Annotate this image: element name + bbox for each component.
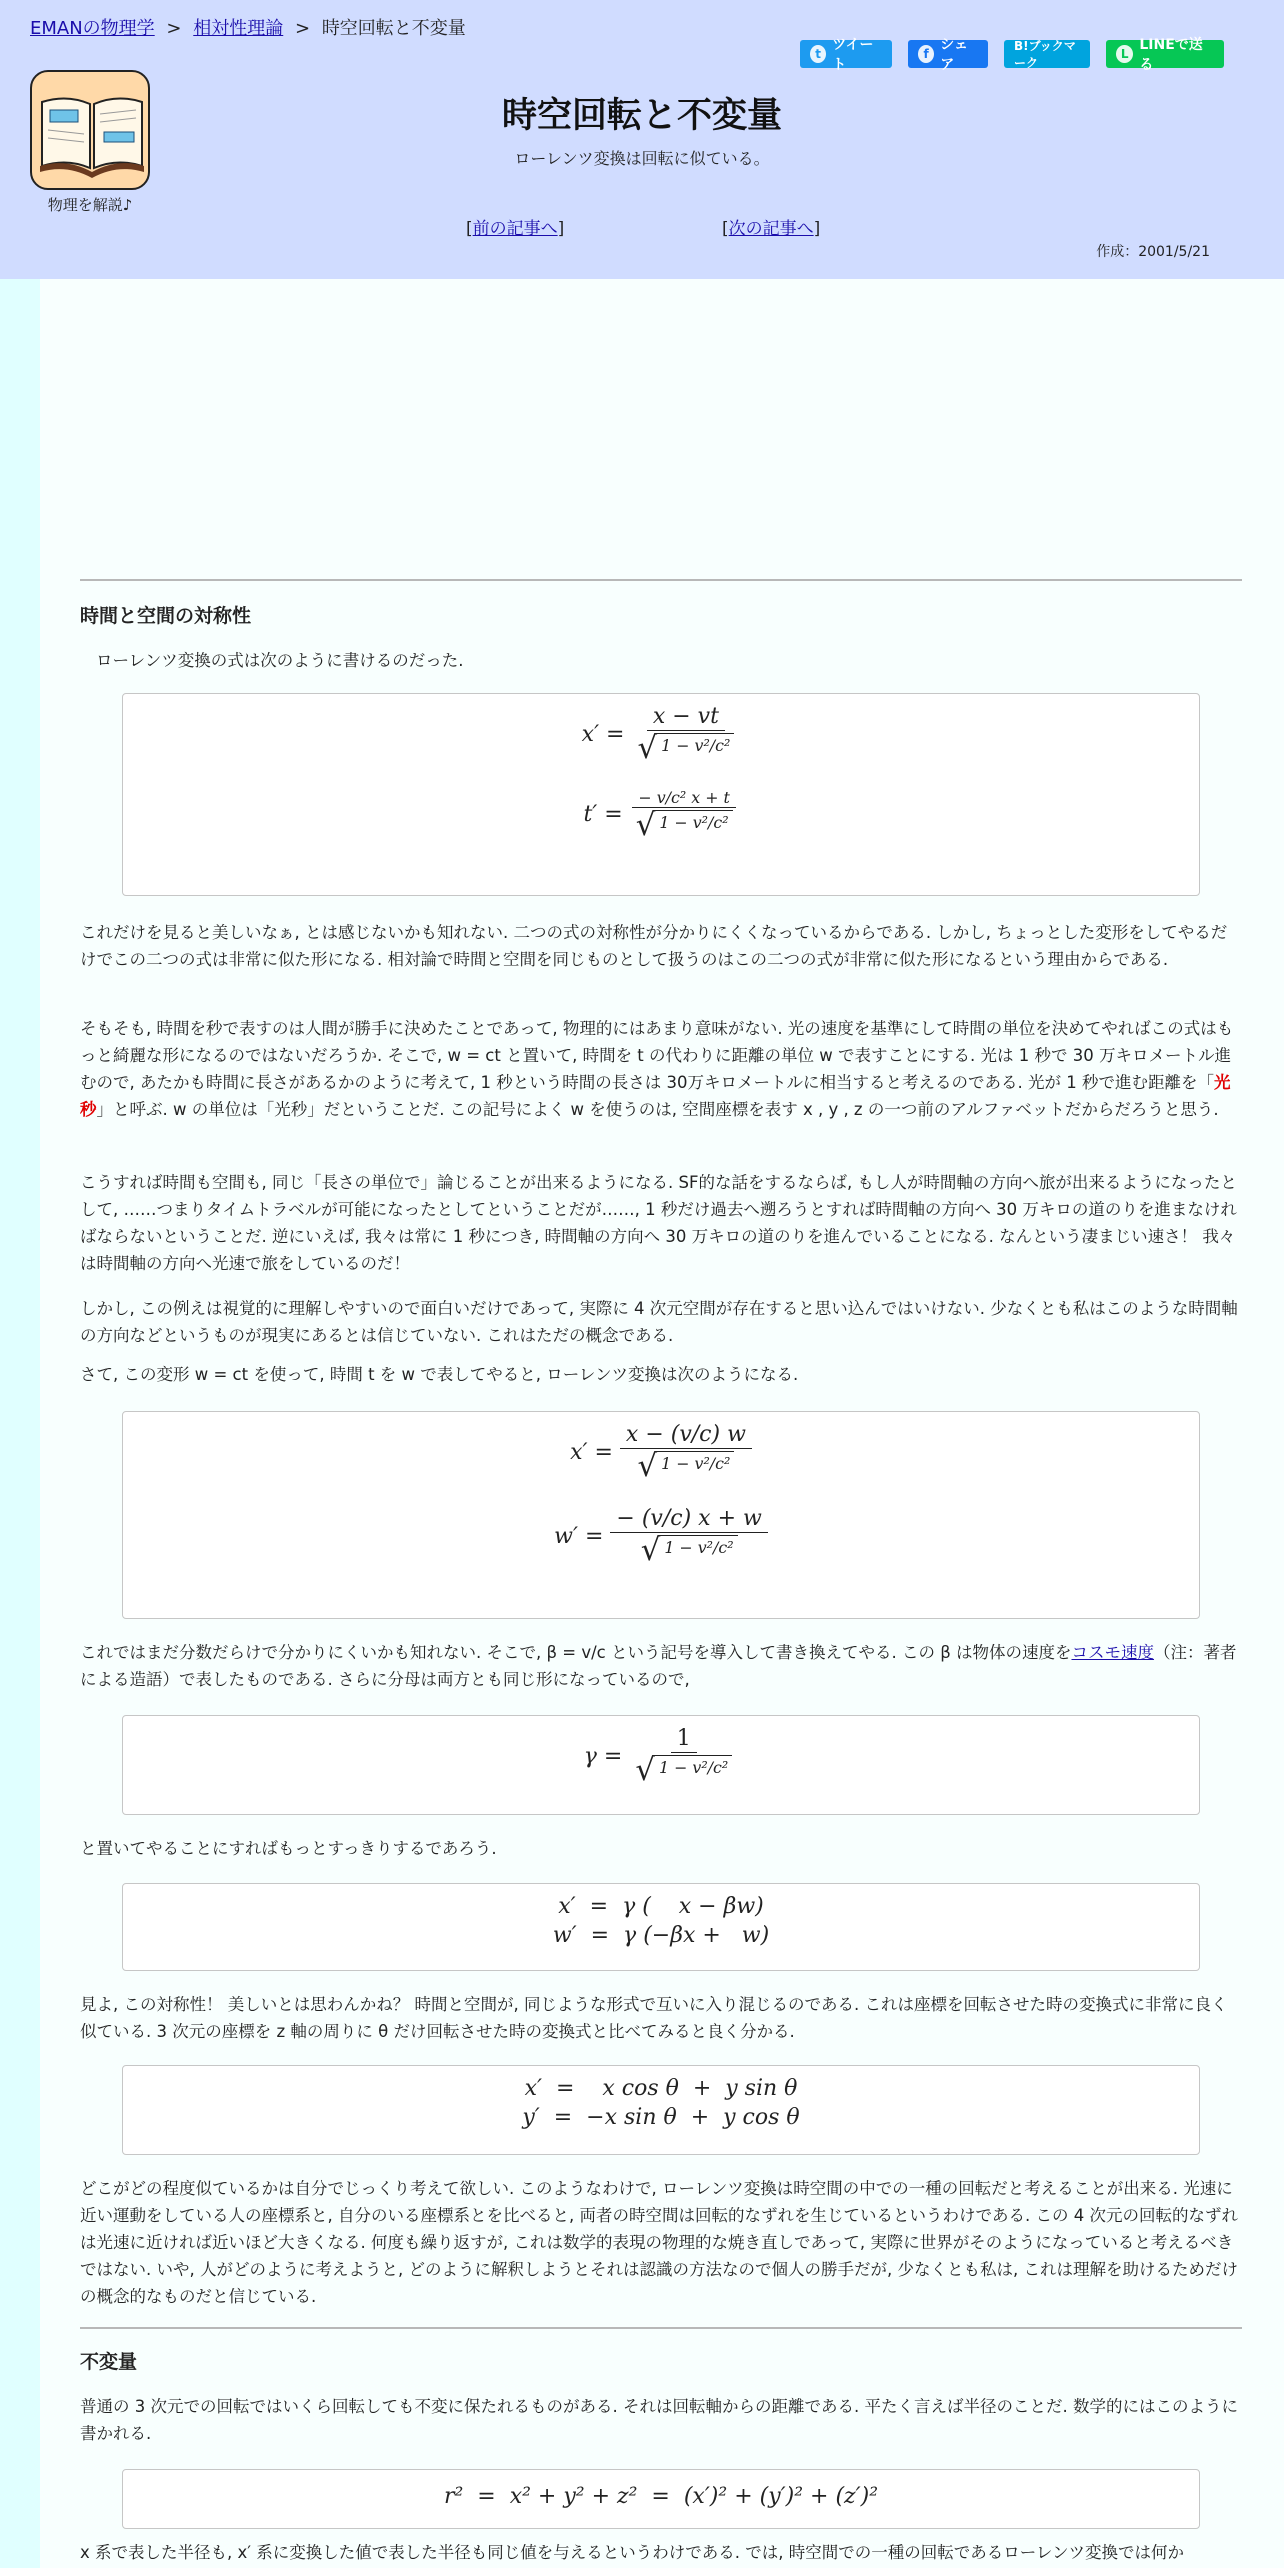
paragraph: と置いてやることにすればもっとすっきりするであろう. [80, 1839, 497, 1858]
section-heading: 時間と空間の対称性 [80, 605, 252, 627]
paragraph-text: （注：著者による造語）で表したものである. さらに分母は両方とも同じ形になっているので, [80, 1643, 1237, 1689]
breadcrumb-separator: > [294, 18, 311, 39]
page-title: 時空回転と不変量 [501, 96, 782, 136]
equation: x′ = x cos θ + y sin θ [524, 2076, 798, 2101]
equation: x′ = γ ( x − βw) [558, 1894, 764, 1919]
twitter-icon: t [810, 45, 826, 63]
breadcrumb-section-link[interactable]: 相対性理論 [193, 18, 284, 39]
created-date: 作成：2001/5/21 [1096, 244, 1210, 260]
breadcrumb-current: 時空回転と不変量 [321, 18, 466, 39]
paragraph: こうすれば時間も空間も, 同じ「長さの単位で」論じることが出来るようになる. SF的な話をするならば, もし人が時間軸の方向へ旅が出来るようになったとして, ……つまりタイムトラベルが可能になったとしてということだが……, 1 秒だけ過去へ遡ろうとすれば時間軸の方向へ 30 万キロの道のりを進まなければならないということだ. 逆にいえば, 我々は常に 1 秒につき, 時間軸の方向へ 30 万キロの道のりを進んでいることになる. なんという凄まじい速さ！ 我々は時間軸の方向へ光速で旅をしているのだ！ [80, 1173, 1237, 1273]
prev-article-link[interactable]: 前の記事へ [472, 219, 558, 239]
equation-numerator: − (v/c) x + w [610, 1506, 767, 1533]
section-divider [80, 2327, 1242, 2329]
hatena-label: B!ブックマーク [1014, 39, 1076, 70]
line-share-button[interactable] [1106, 37, 1224, 73]
equation: y′ = −x sin θ + y cos θ [522, 2105, 800, 2130]
paragraph: x 系で表した半径も, x′ 系に変換した値で表した半径も同じ値を与えるというわけである. では, 時空間での一種の回転であるローレンツ変換では何か [80, 2543, 1184, 2562]
equation-numerator: x − vt [647, 704, 725, 731]
paragraph: しかし, この例えは視覚的に理解しやすいので面白いだけであって, 実際に 4 次元空間が存在すると思い込んではいけない. 少なくとも私はこのような時間軸の方向などというものが現実にあるとは信じていない. これはただの概念である. [80, 1299, 1238, 1345]
hatena-bookmark-button[interactable] [1004, 40, 1090, 68]
equation-box [122, 2469, 1200, 2529]
logo-caption: 物理を解説♪ [47, 196, 133, 214]
breadcrumb-home-link[interactable]: EMANの物理学 [30, 18, 155, 39]
equation: r² = x² + y² + z² = (x′)² + (y′)² + (z′)² [443, 2484, 879, 2509]
equation-denominator: 1 − v²/c² [660, 1535, 737, 1566]
equation-box [122, 1411, 1200, 1619]
facebook-share-button[interactable] [908, 37, 988, 73]
article-body [40, 279, 1284, 2568]
equation-numerator: 1 [671, 1726, 697, 1753]
section-divider [80, 579, 1242, 581]
equation-box [122, 1715, 1200, 1815]
paragraph [80, 1015, 1242, 1123]
paragraph: これだけを見ると美しいなぁ, とは感じないかも知れない. 二つの式の対称性が分かりにくくなっているからである. しかし, ちょっとした変形をしてやるだけでこの二つの式は非常に似た形になる. 相対論で時間と空間を同じものとして扱うのはこの二つの式が非常に似た形になるという理由からである. [80, 923, 1228, 969]
highlight-term: 光秒 [80, 1073, 1231, 1119]
equation: t′ = − v/c² x + t √ 1 − v²/c² [123, 788, 1199, 842]
paragraph-text: 」と呼ぶ. w の単位は「光秒」だということだ. この記号によく w を使うのは, 空間座標を表す x , y , z の一つ前のアルファベットだからだろうと思う. [96, 1100, 1219, 1119]
facebook-label: シェア [940, 37, 968, 73]
paragraph: ローレンツ変換の式は次のように書けるのだった. [96, 651, 464, 670]
paragraph-text: これではまだ分数だらけで分かりにくいかも知れない. そこで, β = v/c という記号を導入して書き換えてやる. この β は物体の速度を [80, 1643, 1072, 1662]
line-label: LINEで送る [1139, 37, 1203, 73]
equation-denominator: 1 − v²/c² [657, 733, 734, 764]
equation: γ = 1 √ 1 − v²/c² [123, 1726, 1199, 1788]
tweet-button[interactable] [800, 37, 892, 73]
line-icon: L [1116, 45, 1133, 63]
equation-numerator: x − (v/c) w [620, 1422, 752, 1449]
cosmo-speed-link[interactable]: コスモ速度 [1071, 1643, 1154, 1662]
equation-box [122, 693, 1200, 896]
section-heading: 不変量 [80, 2351, 138, 2373]
equation: x′ = x − vt √ 1 − v²/c² [123, 704, 1199, 766]
page-subtitle: ローレンツ変換は回転に似ている。 [514, 149, 770, 168]
tweet-label: ツイート [832, 37, 874, 73]
equation-box [122, 1883, 1200, 1971]
paragraph [80, 1639, 1242, 1693]
paragraph: さて, この変形 w = ct を使って, 時間 t を w で表してやると, ローレンツ変換は次のようになる. [80, 1365, 799, 1384]
paragraph: 普通の 3 次元での回転ではいくら回転しても不変に保たれるものがある. それは回転軸からの距離である. 平たく言えば半径のことだ. 数学的にはこのように書かれる. [80, 2397, 1238, 2443]
equation: w′ = γ (−βx + w) [552, 1923, 770, 1948]
equation-denominator: 1 − v²/c² [657, 1451, 734, 1482]
ad-space [40, 279, 1284, 579]
breadcrumb-separator: > [166, 18, 182, 39]
paragraph-text: そもそも, 時間を秒で表すのは人間が勝手に決めたことであって, 物理的にはあまり意味がない. 光の速度を基準にして時間の単位を決めてやればこの式はもっと綺麗な形になるのではないだろうか. そこで, w = ct と置いて, 時間を t の代わりに距離の単位 w で表すことにする. 光は 1 秒で 30 万キロメートル進むので, あたかも時間に長さがあるかのように考えて, 1 秒という時間の長さは 30万キロメートルに相当すると考えるのである. 光が 1 秒で進む距離を「 [80, 1019, 1234, 1092]
equation-numerator: − v/c² x + t [632, 788, 735, 808]
equation: x′ = x − (v/c) w √ 1 − v²/c² [123, 1422, 1199, 1484]
share-buttons [800, 37, 1224, 73]
paragraph: どこがどの程度似ているかは自分でじっくり考えて欲しい. このようなわけで, ローレンツ変換は時空間の中での一種の回転だと考えることが出来る. 光速に近い運動をしている人の座標系と, 自分のいる座標系とを比べると, 両者の時空間は回転的なずれを生じているというわけである. この 4 次元の回転的なずれは光速に近ければ近いほど大きくなる. 何度も繰り返すが, これは数学的表現の物理的な焼き直しであって, 実際に世界がそのようになっていると考えるべきではない. いや, 人がどのように考えようと, どのように解釈しようとそれは認識の方法なので個人の勝手だが, 少なくとも私は, これは理解を助けるためだけの概念的なものだと信じている. [80, 2179, 1238, 2306]
breadcrumb [30, 14, 466, 40]
facebook-icon: f [918, 45, 934, 63]
equation-box [122, 2065, 1200, 2155]
paragraph: 見よ, この対称性！ 美しいとは思わんかね？ 時間と空間が, 同じような形式で互いに入り混じるのである. これは座標を回転させた時の変換式に非常に良く似ている. 3 次元の座標を z 軸の周りに θ だけ回転させた時の変換式と比べてみると良く分かる. [80, 1995, 1228, 2041]
prev-article-nav: [前の記事へ] [466, 219, 565, 239]
equation-denominator: 1 − v²/c² [655, 1755, 732, 1786]
equation-denominator: 1 − v²/c² [655, 810, 732, 841]
next-article-nav: [次の記事へ] [722, 219, 821, 239]
equation: w′ = − (v/c) x + w √ 1 − v²/c² [123, 1506, 1199, 1568]
page-header [0, 0, 1284, 279]
next-article-link[interactable]: 次の記事へ [728, 219, 814, 239]
